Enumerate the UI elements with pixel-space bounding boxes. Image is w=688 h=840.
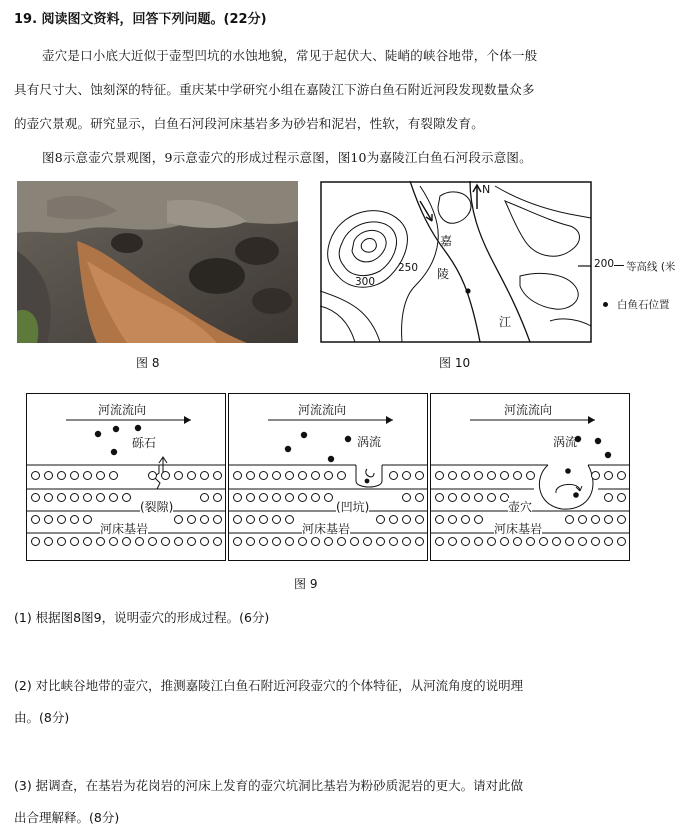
- bedrock-texture-circle: [565, 515, 574, 524]
- bedrock-texture-circle: [200, 493, 209, 502]
- bedrock-texture-circle: [402, 515, 411, 524]
- panel2-vortex-label: 涡流: [357, 435, 382, 449]
- bedrock-texture-circle: [324, 537, 333, 546]
- bedrock-texture-circle: [604, 537, 613, 546]
- bedrock-texture-circle: [500, 471, 509, 480]
- bedrock-texture-circle: [44, 515, 53, 524]
- bedrock-texture-circle: [402, 471, 411, 480]
- bedrock-texture-circle: [363, 537, 372, 546]
- bedrock-texture-circle: [109, 493, 118, 502]
- bedrock-texture-circle: [272, 515, 281, 524]
- figure9-caption: 图 9: [294, 577, 318, 591]
- bedrock-texture-circle: [272, 537, 281, 546]
- legend-point-label: 白鱼石位置: [617, 299, 670, 311]
- bedrock-texture-circle: [259, 493, 268, 502]
- bedrock-texture-circle: [604, 515, 613, 524]
- bedrock-texture-circle: [148, 471, 157, 480]
- bedrock-texture-circle: [259, 515, 268, 524]
- bedrock-texture-circle: [44, 493, 53, 502]
- bedrock-texture-circle: [213, 515, 222, 524]
- north-label: N: [482, 183, 491, 196]
- bedrock-texture-circle: [474, 471, 483, 480]
- bedrock-texture-circle: [200, 471, 209, 480]
- bedrock-texture-circle: [174, 471, 183, 480]
- bedrock-texture-circle: [31, 537, 40, 546]
- bedrock-texture-circle: [474, 493, 483, 502]
- bedrock-texture-circle: [448, 471, 457, 480]
- bedrock-texture-circle: [272, 493, 281, 502]
- bedrock-texture-circle: [461, 537, 470, 546]
- bedrock-texture-circle: [415, 515, 424, 524]
- bedrock-texture-circle: [389, 515, 398, 524]
- bedrock-texture-circle: [285, 515, 294, 524]
- bedrock-texture-circle: [461, 471, 470, 480]
- bedrock-texture-circle: [474, 515, 483, 524]
- bedrock-texture-circle: [337, 537, 346, 546]
- bedrock-texture-circle: [161, 537, 170, 546]
- bedrock-texture-circle: [246, 471, 255, 480]
- panel2-pit-label: (凹坑): [336, 500, 370, 514]
- subquestion-2-line-2: 由。(8分): [14, 710, 70, 725]
- bedrock-texture-circle: [415, 471, 424, 480]
- bedrock-texture-circle: [298, 493, 307, 502]
- bedrock-texture-circle: [448, 493, 457, 502]
- figure8-caption: 图 8: [136, 356, 160, 370]
- bedrock-texture-circle: [57, 515, 66, 524]
- bedrock-texture-circle: [474, 537, 483, 546]
- river-name-char-1: 嘉: [440, 234, 453, 248]
- bedrock-texture-circle: [285, 471, 294, 480]
- bedrock-texture-circle: [96, 537, 105, 546]
- bedrock-texture-circle: [83, 493, 92, 502]
- bedrock-texture-circle: [109, 471, 118, 480]
- bedrock-texture-circle: [402, 493, 411, 502]
- bedrock-texture-circle: [213, 493, 222, 502]
- bedrock-texture-circle: [389, 471, 398, 480]
- bedrock-texture-circle: [591, 537, 600, 546]
- bedrock-texture-circle: [487, 493, 496, 502]
- bedrock-texture-circle: [96, 471, 105, 480]
- bedrock-texture-circle: [31, 515, 40, 524]
- bedrock-texture-circle: [272, 471, 281, 480]
- bedrock-texture-circle: [376, 515, 385, 524]
- bedrock-texture-circle: [617, 471, 626, 480]
- bedrock-texture-circle: [448, 537, 457, 546]
- bedrock-texture-circle: [70, 493, 79, 502]
- bedrock-texture-circle: [617, 493, 626, 502]
- bedrock-texture-circle: [83, 537, 92, 546]
- bedrock-texture-circle: [402, 537, 411, 546]
- bedrock-texture-circle: [174, 537, 183, 546]
- legend-point-marker: [603, 302, 608, 307]
- bedrock-texture-circle: [415, 537, 424, 546]
- paragraph-line-1: 壶穴是口小底大近似于壶型凹坑的水蚀地貌，常见于起伏大、陡峭的峡谷地带，个体一般: [42, 48, 538, 63]
- bedrock-texture-circle: [83, 515, 92, 524]
- panel3-flow-label: 河流流向: [504, 403, 553, 417]
- bedrock-texture-circle: [461, 493, 470, 502]
- legend-contour-label: 等高线 (米: [626, 261, 676, 273]
- bedrock-texture-circle: [44, 471, 53, 480]
- panel3-pothole-label: 壶穴: [508, 500, 533, 514]
- bedrock-texture-circle: [435, 493, 444, 502]
- river-name-char-3: 江: [499, 315, 512, 329]
- panel3-bedrock-label: 河床基岩: [494, 522, 543, 536]
- bedrock-texture-circle: [539, 537, 548, 546]
- bedrock-texture-circle: [617, 537, 626, 546]
- bedrock-texture-circle: [70, 537, 79, 546]
- legend-contour-value: 200: [594, 258, 615, 270]
- panel2-flow-label: 河流流向: [298, 403, 347, 417]
- bedrock-texture-circle: [70, 515, 79, 524]
- bedrock-texture-circle: [500, 537, 509, 546]
- paragraph-line-2: 具有尺寸大、蚀刻深的特征。重庆某中学研究小组在嘉陵江下游白鱼石附近河段发现数量众多: [14, 82, 535, 97]
- bedrock-texture-circle: [213, 471, 222, 480]
- panel1-crack-label: (裂隙): [140, 500, 174, 514]
- bedrock-texture-circle: [435, 515, 444, 524]
- bedrock-texture-circle: [44, 537, 53, 546]
- bedrock-texture-circle: [526, 471, 535, 480]
- bedrock-texture-circle: [187, 537, 196, 546]
- question-header: 19. 阅读图文资料，回答下列问题。(22分): [14, 12, 267, 27]
- bedrock-texture-circle: [70, 471, 79, 480]
- panel3-vortex-label: 涡流: [553, 435, 578, 449]
- bedrock-texture-circle: [200, 515, 209, 524]
- bedrock-texture-circle: [350, 537, 359, 546]
- bedrock-texture-circle: [213, 537, 222, 546]
- river-name-char-2: 陵: [437, 267, 450, 281]
- bedrock-texture-circle: [578, 537, 587, 546]
- figure10-caption: 图 10: [439, 356, 471, 370]
- bedrock-texture-circle: [31, 493, 40, 502]
- bedrock-texture-circle: [448, 515, 457, 524]
- bedrock-texture-circle: [187, 471, 196, 480]
- bedrock-texture-circle: [161, 471, 170, 480]
- subquestion-1: (1) 根据图8图9，说明壶穴的形成过程。(6分): [14, 610, 270, 625]
- bedrock-texture-circle: [187, 515, 196, 524]
- bedrock-texture-circle: [324, 493, 333, 502]
- bedrock-texture-circle: [311, 471, 320, 480]
- contour-label-300: 300: [355, 276, 376, 288]
- bedrock-texture-circle: [324, 471, 333, 480]
- bedrock-texture-circle: [83, 471, 92, 480]
- bedrock-texture-circle: [259, 537, 268, 546]
- bedrock-texture-circle: [233, 471, 242, 480]
- bedrock-texture-circle: [57, 471, 66, 480]
- bedrock-texture-circle: [552, 537, 561, 546]
- bedrock-texture-circle: [246, 493, 255, 502]
- bedrock-texture-circle: [200, 537, 209, 546]
- bedrock-texture-circle: [96, 493, 105, 502]
- bedrock-texture-circle: [591, 515, 600, 524]
- panel1-gravel-label: 砾石: [132, 436, 157, 450]
- bedrock-texture-circle: [259, 471, 268, 480]
- bedrock-texture-circle: [122, 537, 131, 546]
- bedrock-texture-circle: [513, 537, 522, 546]
- bedrock-texture-circle: [617, 515, 626, 524]
- bedrock-texture-circle: [487, 471, 496, 480]
- bedrock-texture-circle: [31, 471, 40, 480]
- panel2-bedrock-label: 河床基岩: [302, 522, 351, 536]
- bedrock-texture-circle: [246, 537, 255, 546]
- bedrock-texture-circle: [376, 537, 385, 546]
- bedrock-texture-circle: [233, 515, 242, 524]
- bedrock-texture-circle: [435, 537, 444, 546]
- legend-contour-line: [614, 265, 624, 266]
- bedrock-texture-circle: [57, 537, 66, 546]
- bedrock-texture-circle: [298, 537, 307, 546]
- bedrock-texture-circle: [135, 537, 144, 546]
- bedrock-texture-circle: [389, 537, 398, 546]
- bedrock-texture-circle: [148, 537, 157, 546]
- river-map: [320, 181, 592, 343]
- bedrock-texture-circle: [109, 537, 118, 546]
- bedrock-texture-circle: [578, 515, 587, 524]
- bedrock-texture-circle: [415, 493, 424, 502]
- bedrock-texture-circle: [311, 537, 320, 546]
- bedrock-texture-circle: [311, 493, 320, 502]
- bedrock-texture-circle: [57, 493, 66, 502]
- bedrock-texture-circle: [174, 515, 183, 524]
- bedrock-texture-circle: [122, 493, 131, 502]
- bedrock-texture-circle: [487, 537, 496, 546]
- panel1-bedrock-label: 河床基岩: [100, 522, 149, 536]
- panel1-flow-label: 河流流向: [98, 403, 147, 417]
- bedrock-texture-circle: [285, 537, 294, 546]
- subquestion-3-line-1: (3) 据调查，在基岩为花岗岩的河床上发育的壶穴坑洞比基岩为粉砂质泥岩的更大。请对此做: [14, 778, 524, 793]
- bedrock-texture-circle: [246, 515, 255, 524]
- contour-label-250: 250: [398, 262, 419, 274]
- bedrock-texture-circle: [604, 471, 613, 480]
- bedrock-texture-circle: [513, 471, 522, 480]
- paragraph-line-4: 图8示意壶穴景观图，9示意壶穴的形成过程示意图，图10为嘉陵江白鱼石河段示意图。: [42, 150, 532, 165]
- bedrock-texture-circle: [565, 537, 574, 546]
- bedrock-texture-circle: [298, 471, 307, 480]
- subquestion-2-line-1: (2) 对比峡谷地带的壶穴，推测嘉陵江白鱼石附近河段壶穴的个体特征，从河流角度的说明理: [14, 678, 524, 693]
- bedrock-texture-circle: [604, 493, 613, 502]
- bedrock-texture-circle: [461, 515, 470, 524]
- bedrock-texture-circle: [591, 471, 600, 480]
- bedrock-texture-circle: [233, 493, 242, 502]
- bedrock-texture-circle: [233, 537, 242, 546]
- bedrock-texture-circle: [285, 493, 294, 502]
- pothole-photo: [17, 181, 298, 343]
- paragraph-line-3: 的壶穴景观。研究显示，白鱼石河段河床基岩多为砂岩和泥岩，性软，有裂隙发育。: [14, 116, 484, 131]
- subquestion-3-line-2: 出合理解释。(8分): [14, 810, 120, 825]
- bedrock-texture-circle: [337, 471, 346, 480]
- bedrock-texture-circle: [526, 537, 535, 546]
- bedrock-texture-circle: [435, 471, 444, 480]
